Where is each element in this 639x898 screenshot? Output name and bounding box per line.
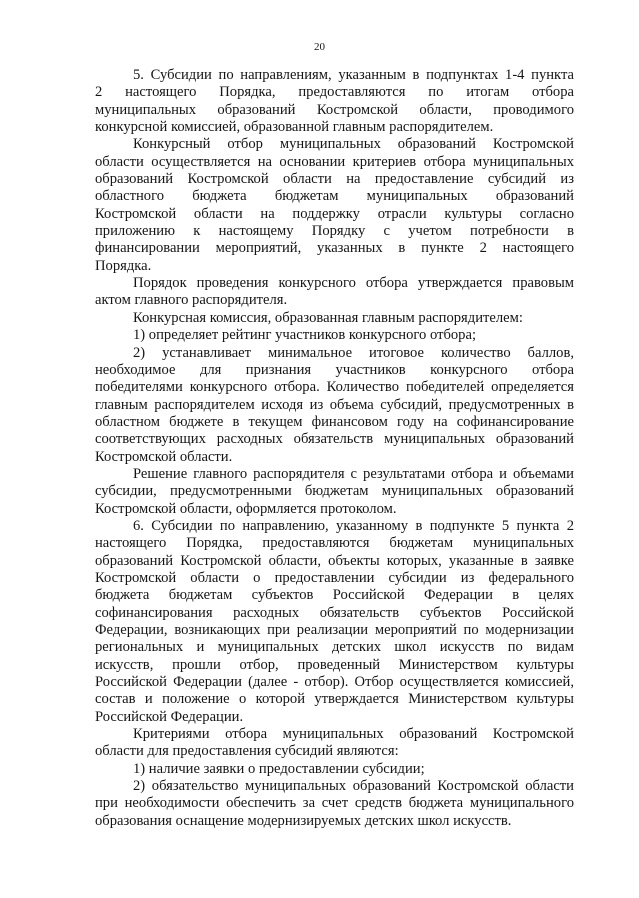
- text-line: Порядка.: [95, 257, 152, 274]
- text-line: конкурсной комиссией, образованной главным распорядителем.: [95, 119, 494, 136]
- text-line: Костромской области.: [95, 448, 233, 465]
- text-line: актом главного распорядителя.: [95, 292, 288, 309]
- text-line: соответствующих расходных обязательств муниципальных образований: [95, 431, 574, 448]
- text-line: областном бюджете в текущем финансовом году на софинансирование: [95, 413, 574, 430]
- text-line: Конкурсный отбор муниципальных образований Костромской: [133, 136, 574, 153]
- text-line: Федерации, возникающих при реализации мероприятий по модернизации: [95, 622, 574, 638]
- page-number: 20: [314, 41, 325, 53]
- text-line: муниципальных образований Костромской области, проводимого: [95, 101, 574, 118]
- text-line: 1) наличие заявки о предоставлении субсидии;: [133, 760, 425, 777]
- text-line: субсидии, предусмотренными бюджетам муниципальных образований: [95, 483, 574, 500]
- text-line: 2) обязательство муниципальных образований Костромской области: [133, 778, 574, 795]
- text-line: региональных и муниципальных детских школ искусств по видам: [95, 639, 574, 656]
- text-line: Российской Федерации.: [95, 708, 244, 725]
- text-line: Решение главного распорядителя с результатами отбора и объемами: [133, 465, 574, 482]
- text-line: Костромской области о предоставлении субсидии из федерального: [95, 569, 574, 586]
- text-line: Костромской области на поддержку отрасли культуры согласно: [95, 205, 574, 222]
- text-line: необходимое для признания участников конкурсного отбора: [95, 361, 574, 378]
- text-line: победителями конкурсного отбора. Количество победителей определяется: [95, 379, 574, 396]
- text-line: финансировании мероприятий, указанных в пункте 2 настоящего: [95, 240, 574, 257]
- text-line: приложению к настоящему Порядку с учетом потребности в: [95, 223, 574, 240]
- body-text: [95, 67, 574, 830]
- text-line: Конкурсная комиссия, образованная главным распорядителем:: [133, 309, 523, 326]
- text-line: образований Костромской области, объекты которых, указанные в заявке: [95, 552, 574, 569]
- text-line: Костромской области, оформляется протоколом.: [95, 500, 397, 517]
- text-line: 2 настоящего Порядка, предоставляются по итогам отбора: [95, 84, 574, 101]
- text-line: состав и положение о которой утверждается Министерством культуры: [95, 691, 574, 708]
- text-line: образований Костромской области на предоставление субсидий из: [95, 171, 574, 188]
- text-line: 2) устанавливает минимальное итоговое количество баллов,: [133, 344, 574, 361]
- text-line: настоящего Порядка, предоставляются бюджетам муниципальных: [95, 535, 574, 552]
- text-line: 1) определяет рейтинг участников конкурсного отбора;: [133, 327, 477, 344]
- text-line: Порядок проведения конкурсного отбора утверждается правовым: [133, 275, 574, 292]
- text-line: области для предоставления субсидий являются:: [95, 743, 399, 760]
- text-line: Российской Федерации (далее - отбор). Отбор осуществляется комиссией,: [95, 674, 574, 691]
- text-line: Критериями отбора муниципальных образований Костромской: [133, 726, 574, 743]
- text-line: главным распорядителем исходя из объема субсидий, предусмотренных в: [95, 396, 574, 413]
- text-line: бюджета бюджетам субъектов Российской Федерации в целях: [95, 587, 574, 604]
- text-line: 5. Субсидии по направлениям, указанным в подпунктах 1-4 пункта: [133, 67, 574, 83]
- text-line: образования оснащение модернизируемых детских школ искусств.: [95, 812, 512, 829]
- text-line: искусств, прошли отбор, проведенный Министерством культуры: [95, 656, 574, 673]
- text-line: софинансирования расходных обязательств субъектов Российской: [95, 604, 574, 621]
- text-line: при необходимости обеспечить за счет средств бюджета муниципального: [95, 795, 574, 812]
- text-line: областного бюджета бюджетам муниципальных образований: [95, 188, 574, 205]
- text-line: области осуществляется на основании критериев отбора муниципальных: [95, 153, 574, 170]
- text-line: 6. Субсидии по направлению, указанному в подпункте 5 пункта 2: [133, 517, 574, 534]
